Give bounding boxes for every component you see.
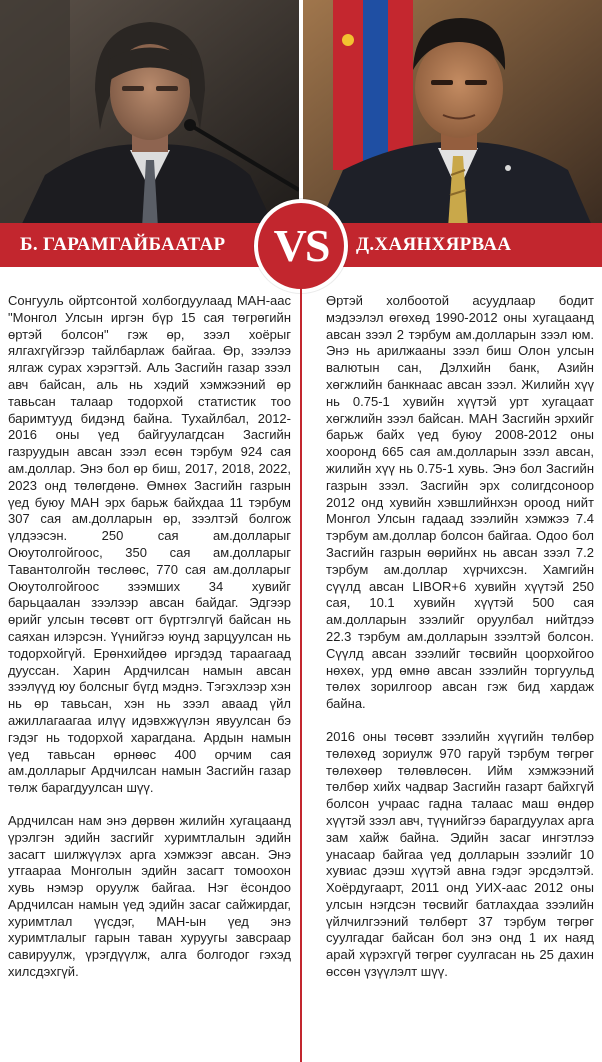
right-speaker-name: Д.ХАЯНХЯРВАА	[356, 234, 512, 255]
photo-left	[0, 0, 299, 228]
right-paragraph-1: Өртэй холбоотой асуудлаар бодит мэдээлэл өгөхөд 1990-2012 оны хугацаанд авсан зээл 2 тэрбум ам.долларын зээл юм. Энэ нь арилжааны зээл биш Олон улсын валютын сан, Дэлхийн банк, Азийн хөгжлийн банкнаас авсан зээл. Жилийн хүү нь 0.75-1 хувийн хүүтэй урт хугацаат хөгжлийн зээл байсан. МАН Засгийн эрхийг барьж байх үед буюу 2008-2012 оны хооронд 665 сая ам.долларын зээл авсан, жилийн хүү нь 0.75-1 хувь. Энэ бол Засгийн газрын зээл. Засгийн эрх солигдсоноор 2012 онд хувийн хэвшлийнхэн ороод нийт Монгол Улсын гадаад зээлийн хэмжээ 7.4 тэрбум ам.доллар болсон байгаа. Одоо бол Засгийн газрын өөрийнх нь авсан зээл 7.2 тэрбум ам.доллар хүрчихсэн. Хамгийн сүүлд авсан LIBOR+6 хувийн хүүтэй 250 сая, 10.1 хувийн хүүтэй 500 сая ам.долларын зээлийг оруулбал нийтдээ 22.3 тэрбум ам.долларын зээлтэй болсон. Сүүлд авсан зээлийг төсвийн цоорхойгоо нөхөх, урд өмнө авсан зээлийн торгуульд төлөх зорилгоор авсан гэж бид хардаж байна.	[326, 293, 594, 712]
left-speaker-name: Б. ГАРАМГАЙБААТАР	[20, 234, 226, 255]
right-column-text	[326, 293, 594, 997]
photo-right	[303, 0, 602, 228]
left-paragraph-2: Ардчилсан нам энэ дөрвөн жилийн хугацаанд үрэлгэн эдийн засгийг хуримтлалын эдийн засагт шилжүүлэх арга хэмжээг авсан. Энэ утгаараа Монголын эдийн засагт томоохон хувь нэмэр оруулж байгаа. Нэг ёсондоо Ардчилсан намын үед эдийн засаг сайжирдаг, хуримтлал үүсдэг, МАН-ын үед энэ хуримтлалыг гарын таван хуруугы завсраар савируулж, үрэгдүүлж, алга болгодог гэхэд хилсдэхгүй.	[8, 812, 291, 980]
header-photos	[0, 0, 602, 228]
portrait-right-image	[303, 0, 602, 228]
column-divider	[300, 278, 302, 1062]
right-paragraph-2: 2016 оны төсөвт зээлийн хүүгийн төлбөр төлөхөд зориулж 970 гаруй тэрбум төгрөг төлөхөөр төлөвлөсөн. Ийм хэмжээний төлбөр хийх чадвар Засгийн газарт байхгүй болсон учраас гадна талаас маш өндөр хүүтэй зээл авч, түүнийгээ барагдуулах арга зам хайж байна. Эдийн засаг ингэтлээ унасаар байгаа үед долларын зээлийг 10 хувиас дээш хүүтэй авна гэдэг эрсдэлтэй. Хоёрдугаарт, 2011 онд УИХ-аас 2012 оны улсын нэгдсэн төсвийг батлахдаа зээлийн үйлчилгээний төлбөрт 37 тэрбум төгрөг суулгадаг байсан бол энэ онд 1 их наяд арай хүрэхгүй төгрөг суулгасан нь 25 дахин өссөн үзүүлэлт шүү.	[326, 728, 594, 980]
left-paragraph-1: Сонгууль ойртсонтой холбогдуулаад МАН-аас "Монгол Улсын иргэн бүр 15 сая төгрөгийн өртэй болсон" гэж өр, зээл хоёрыг ялгахгүйгээр тайлбарлаж байгаа. Өр, зээлээ ялгаж сурах хэрэгтэй. Аль Засгийн газар зээл авч байсан, аль нь хэдий хэмжээний өр тавьсан талаар тодорхой статистик тоо баримтууд бидэнд байна. Тухайлбал, 2012-2016 оны үед байгуулагдсан Засгийн газруудын авсан зээл есөн тэрбум 924 сая ам.доллар. Энэ бол өр биш, 2017, 2018, 2022, 2023 онд төлөгдөнө. Өмнөх Засгийн газрын үед буюу МАН эрх барьж байхдаа 11 тэрбум 307 сая ам.долларын өр, зээлтэй болгож үлдээсэн. 250 сая ам.долларыг Оюутолгойгоос, 350 сая ам.долларыг Тавантолгойн төслөөс, 770 сая ам.долларыг Оюутолгойгоос зээмших 34 хувийг барьцаалан зээлээр авсан байдаг. Эдгээр өрийг улсын төсөвт огт бүртгэлгүй байсан нь саяхан илэрсэн. Үүнийгээ юунд зарцуулсан нь тодорхойгүй. Ерөнхийдөө иргэдэд тараагаад дууссан. Харин Ардчилсан намын авсан зээлүүд юу болсныг бүгд мэднэ. Тэгэхлээр хэн нь өр тавьсан, хэн нь зээл аваад үйл ажиллагаагаа илүү идэвхжүүлэн явуулсан бэ гэдэг нь тодорхой харагдана. Ардын намын үед тавьсан өрнөөс 400 орчим сая ам.долларыг Ардчилсан намын Засгийн газар төлж барагдуулсан шүү.	[8, 293, 291, 796]
vs-label: VS	[273, 220, 329, 271]
portrait-left-image	[0, 0, 299, 228]
left-column-text	[8, 293, 291, 997]
